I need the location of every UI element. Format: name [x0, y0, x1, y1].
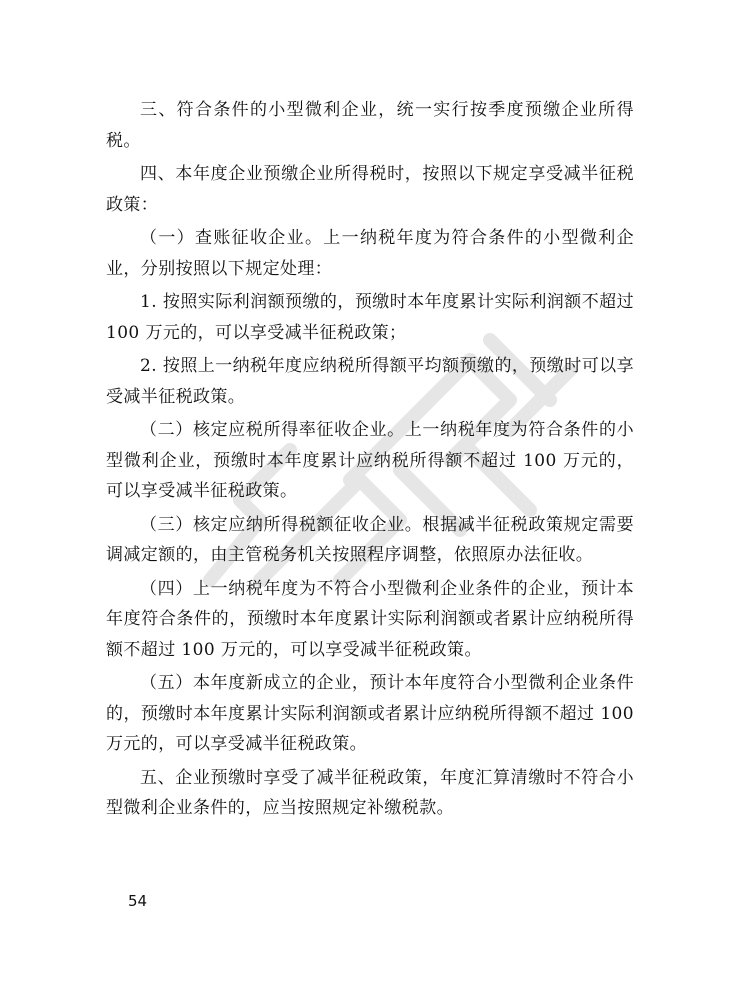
paragraph-item-4: （四）上一纳税年度为不符合小型微利企业条件的企业，预计本年度符合条件的，预缴时本年度累计实际利润额或者累计应纳税所得额不超过 100 万元的，可以享受减半征税政策。	[106, 578, 634, 660]
paragraph-section-5: 五、企业预缴时享受了减半征税政策，年度汇算清缴时不符合小型微利企业条件的，应当按照规定补缴税款。	[106, 767, 634, 818]
paragraph-item-3: （三）核定应纳所得税额征收企业。根据减半征税政策规定需要调减定额的，由主管税务机关按照程序调整，依照原办法征收。	[106, 514, 634, 565]
paragraph-subitem-1: 1. 按照实际利润额预缴的，预缴时本年度累计实际利润额不超过 100 万元的，可以享受减半征税政策；	[106, 292, 634, 343]
paragraph-section-4: 四、本年度企业预缴企业所得税时，按照以下规定享受减半征税政策：	[106, 164, 634, 215]
paragraph-section-3: 三、符合条件的小型微利企业，统一实行按季度预缴企业所得税。	[106, 100, 634, 151]
paragraph-subitem-2: 2. 按照上一纳税年度应纳税所得额平均额预缴的，预缴时可以享受减半征税政策。	[106, 356, 634, 407]
paragraph-item-1: （一）查账征收企业。上一纳税年度为符合条件的小型微利企业，分别按照以下规定处理：	[106, 228, 634, 279]
paragraph-item-5: （五）本年度新成立的企业，预计本年度符合小型微利企业条件的，预缴时本年度累计实际利润额或者累计应纳税所得额不超过 100 万元的，可以享受减半征税政策。	[106, 673, 634, 754]
body-text	[106, 95, 634, 827]
page-number: 54	[128, 892, 148, 910]
paragraph-item-2: （二）核定应税所得率征收企业。上一纳税年度为符合条件的小型微利企业，预缴时本年度累计应纳税所得额不超过 100 万元的，可以享受减半征税政策。	[106, 420, 634, 501]
